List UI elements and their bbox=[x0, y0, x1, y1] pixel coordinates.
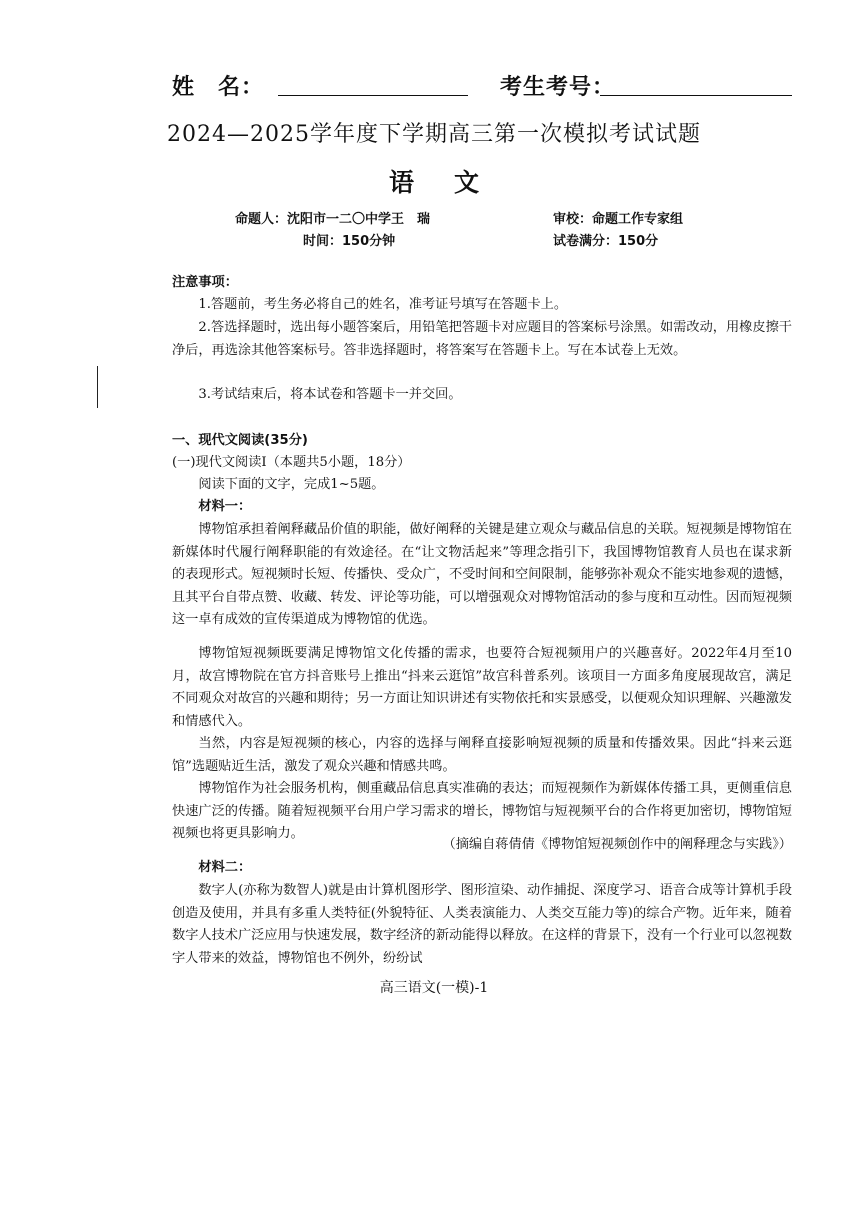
material1-source: （摘编自蒋倩倩《博物馆短视频创作中的阐释理念与实践》） bbox=[442, 837, 792, 852]
notice-item-2: 2.答选择题时，选出每小题答案后，用铅笔把答题卡对应题目的答案标号涂黑。如需改动，用橡皮擦干净后，再选涂其他答案标号。答非选择题时，将答案写在答题卡上。写在本试卷上无效。 bbox=[172, 320, 792, 358]
material1-label: 材料一： bbox=[198, 499, 252, 514]
name-blank[interactable] bbox=[278, 95, 468, 96]
name-label: 姓 名： bbox=[172, 75, 265, 100]
material1-paragraph-4: 博物馆作为社会服务机构，侧重藏品信息真实准确的表达；而短视频作为新媒体传播工具，更侧重信息快速广泛的传播。随着短视频平台用户学习需求的增长，博物馆与短视频平台的合作将更加密切，博物馆短视频也将更具影响力。 bbox=[172, 781, 792, 841]
exam-id-label: 考生考号： bbox=[500, 75, 616, 100]
exam-title: 2024—2025学年度下学期高三第一次模拟考试试题 bbox=[167, 122, 701, 147]
material2-paragraph: 数字人(亦称为数智人)就是由计算机图形学、图形渲染、动作捕捉、深度学习、语音合成等计算机手段创造及使用，并具有多重人类特征(外貌特征、人类表演能力、人类交互能力等)的综合产物。近年来，随着数字人技术广泛应用与快速发展，数字经济的新动能得以释放。在这样的背景下，没有一个行业可以忽视数字人带来的效益，博物馆也不例外，纷纷试 bbox=[172, 883, 792, 966]
sub-section-heading: (一)现代文阅读I（本题共5小题，18分） bbox=[172, 455, 411, 470]
material1-paragraph-3: 当然，内容是短视频的核心，内容的选择与阐释直接影响短视频的质量和传播效果。因此“抖来云逛馆”选题贴近生活，激发了观众兴趣和情感共鸣。 bbox=[172, 736, 792, 774]
section-heading: 一、现代文阅读(35分) bbox=[172, 433, 308, 448]
material2-label: 材料二： bbox=[198, 860, 252, 875]
reading-instruction: 阅读下面的文字，完成1~5题。 bbox=[198, 477, 385, 492]
full-score-info: 试卷满分：150分 bbox=[553, 234, 659, 249]
notice-heading: 注意事项： bbox=[172, 275, 238, 290]
material1-paragraph-2: 博物馆短视频既要满足博物馆文化传播的需求，也要符合短视频用户的兴趣喜好。2022年4月至10月，故宫博物院在官方抖音账号上推出“抖来云逛馆”故宫科普系列。该项目一方面多角度展现故宫，满足不同观众对故宫的兴趣和期待；另一方面让知识讲述有实物依托和实景感受，以便观众知识理解、兴趣激发和情感代入。 bbox=[172, 646, 792, 729]
margin-mark bbox=[97, 366, 98, 408]
subject-title: 语文 bbox=[388, 168, 519, 197]
notice-item-3: 3.考试结束后，将本试卷和答题卡一并交回。 bbox=[198, 387, 462, 402]
material1-paragraph-1: 博物馆承担着阐释藏品价值的职能，做好阐释的关键是建立观众与藏品信息的关联。短视频是博物馆在新媒体时代履行阐释职能的有效途径。在“让文物活起来”等理念指引下，我国博物馆教育人员也在谋求新的表现形式。短视频时长短、传播快、受众广，不受时间和空间限制，能够弥补观众不能实地参观的遗憾，且其平台自带点赞、收藏、转发、评论等功能，可以增强观众对博物馆活动的参与度和互动性。因而短视频这一卓有成效的宣传渠道成为博物馆的优选。 bbox=[172, 522, 792, 627]
page-footer: 高三语文(一模)-1 bbox=[379, 980, 489, 996]
reviewer-info: 审校：命题工作专家组 bbox=[553, 212, 684, 227]
notice-item-1: 1.答题前，考生务必将自己的姓名，准考证号填写在答题卡上。 bbox=[198, 297, 568, 312]
time-info: 时间：150分钟 bbox=[303, 234, 396, 249]
author-info: 命题人：沈阳市一二〇中学王 瑞 bbox=[235, 212, 431, 227]
exam-id-blank[interactable] bbox=[600, 95, 792, 96]
